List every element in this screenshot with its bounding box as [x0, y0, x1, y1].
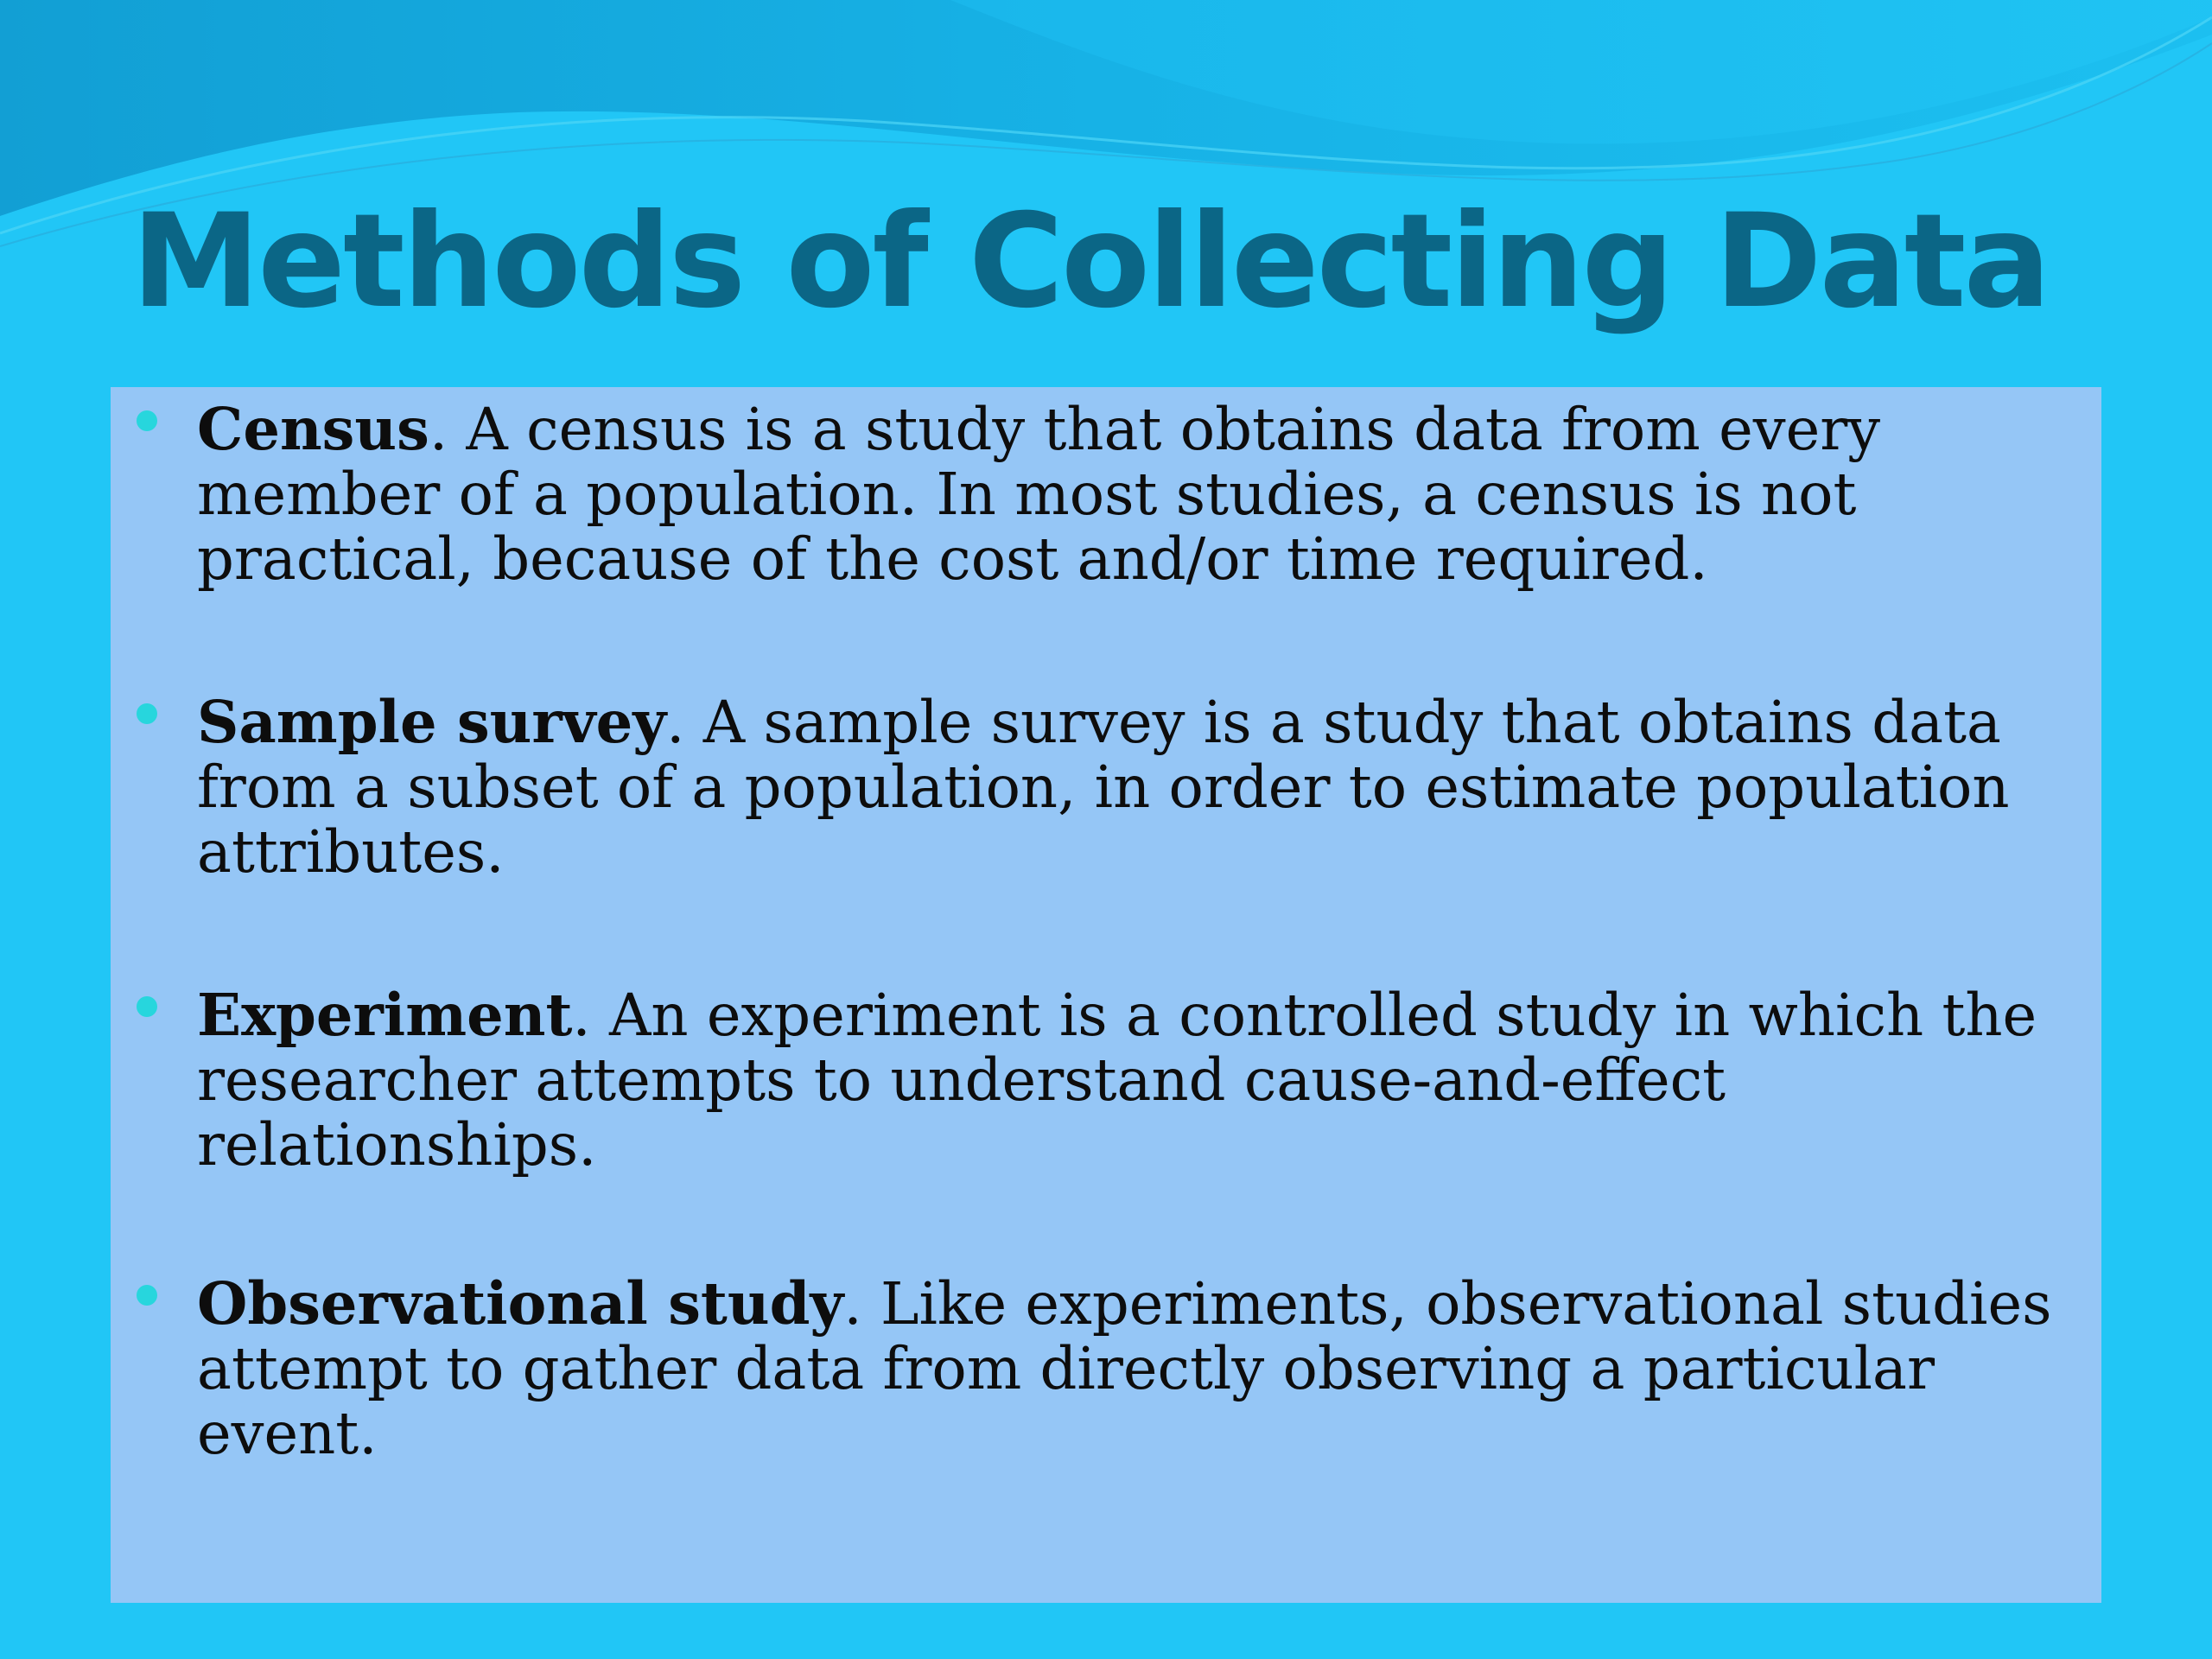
content-box — [111, 387, 2101, 1603]
bullet-text: . An experiment is a controlled study in which the researcher attempts to understand cause-and-effect relationships. — [197, 982, 2037, 1179]
bullet-text: . A census is a study that obtains data from every member of a population. In most studies, a census is not practical, because of the cost and/or time required. — [197, 396, 1881, 593]
bullet-dot-icon — [137, 410, 157, 431]
bullet-term: Census — [197, 395, 429, 463]
bullet-item-sample-survey — [197, 690, 2072, 885]
bullet-term: Observational study — [197, 1269, 844, 1338]
bullet-item-census — [197, 397, 2072, 592]
bullet-dot-icon — [137, 703, 157, 724]
bullet-dot-icon — [137, 996, 157, 1017]
bullet-term: Sample survey — [197, 688, 667, 756]
bullet-item-experiment — [197, 982, 2072, 1178]
bullet-dot-icon — [137, 1285, 157, 1306]
bullet-term: Experiment — [197, 981, 573, 1049]
bullet-text: . A sample survey is a study that obtains data from a subset of a population, in order to estimate population attributes. — [197, 689, 2010, 886]
bullet-text: . Like experiments, observational studies attempt to gather data from directly observing a particular event. — [197, 1270, 2052, 1467]
slide-title: Methods of Collecting Data — [131, 187, 2049, 337]
bullet-item-observational-study — [197, 1271, 2072, 1466]
